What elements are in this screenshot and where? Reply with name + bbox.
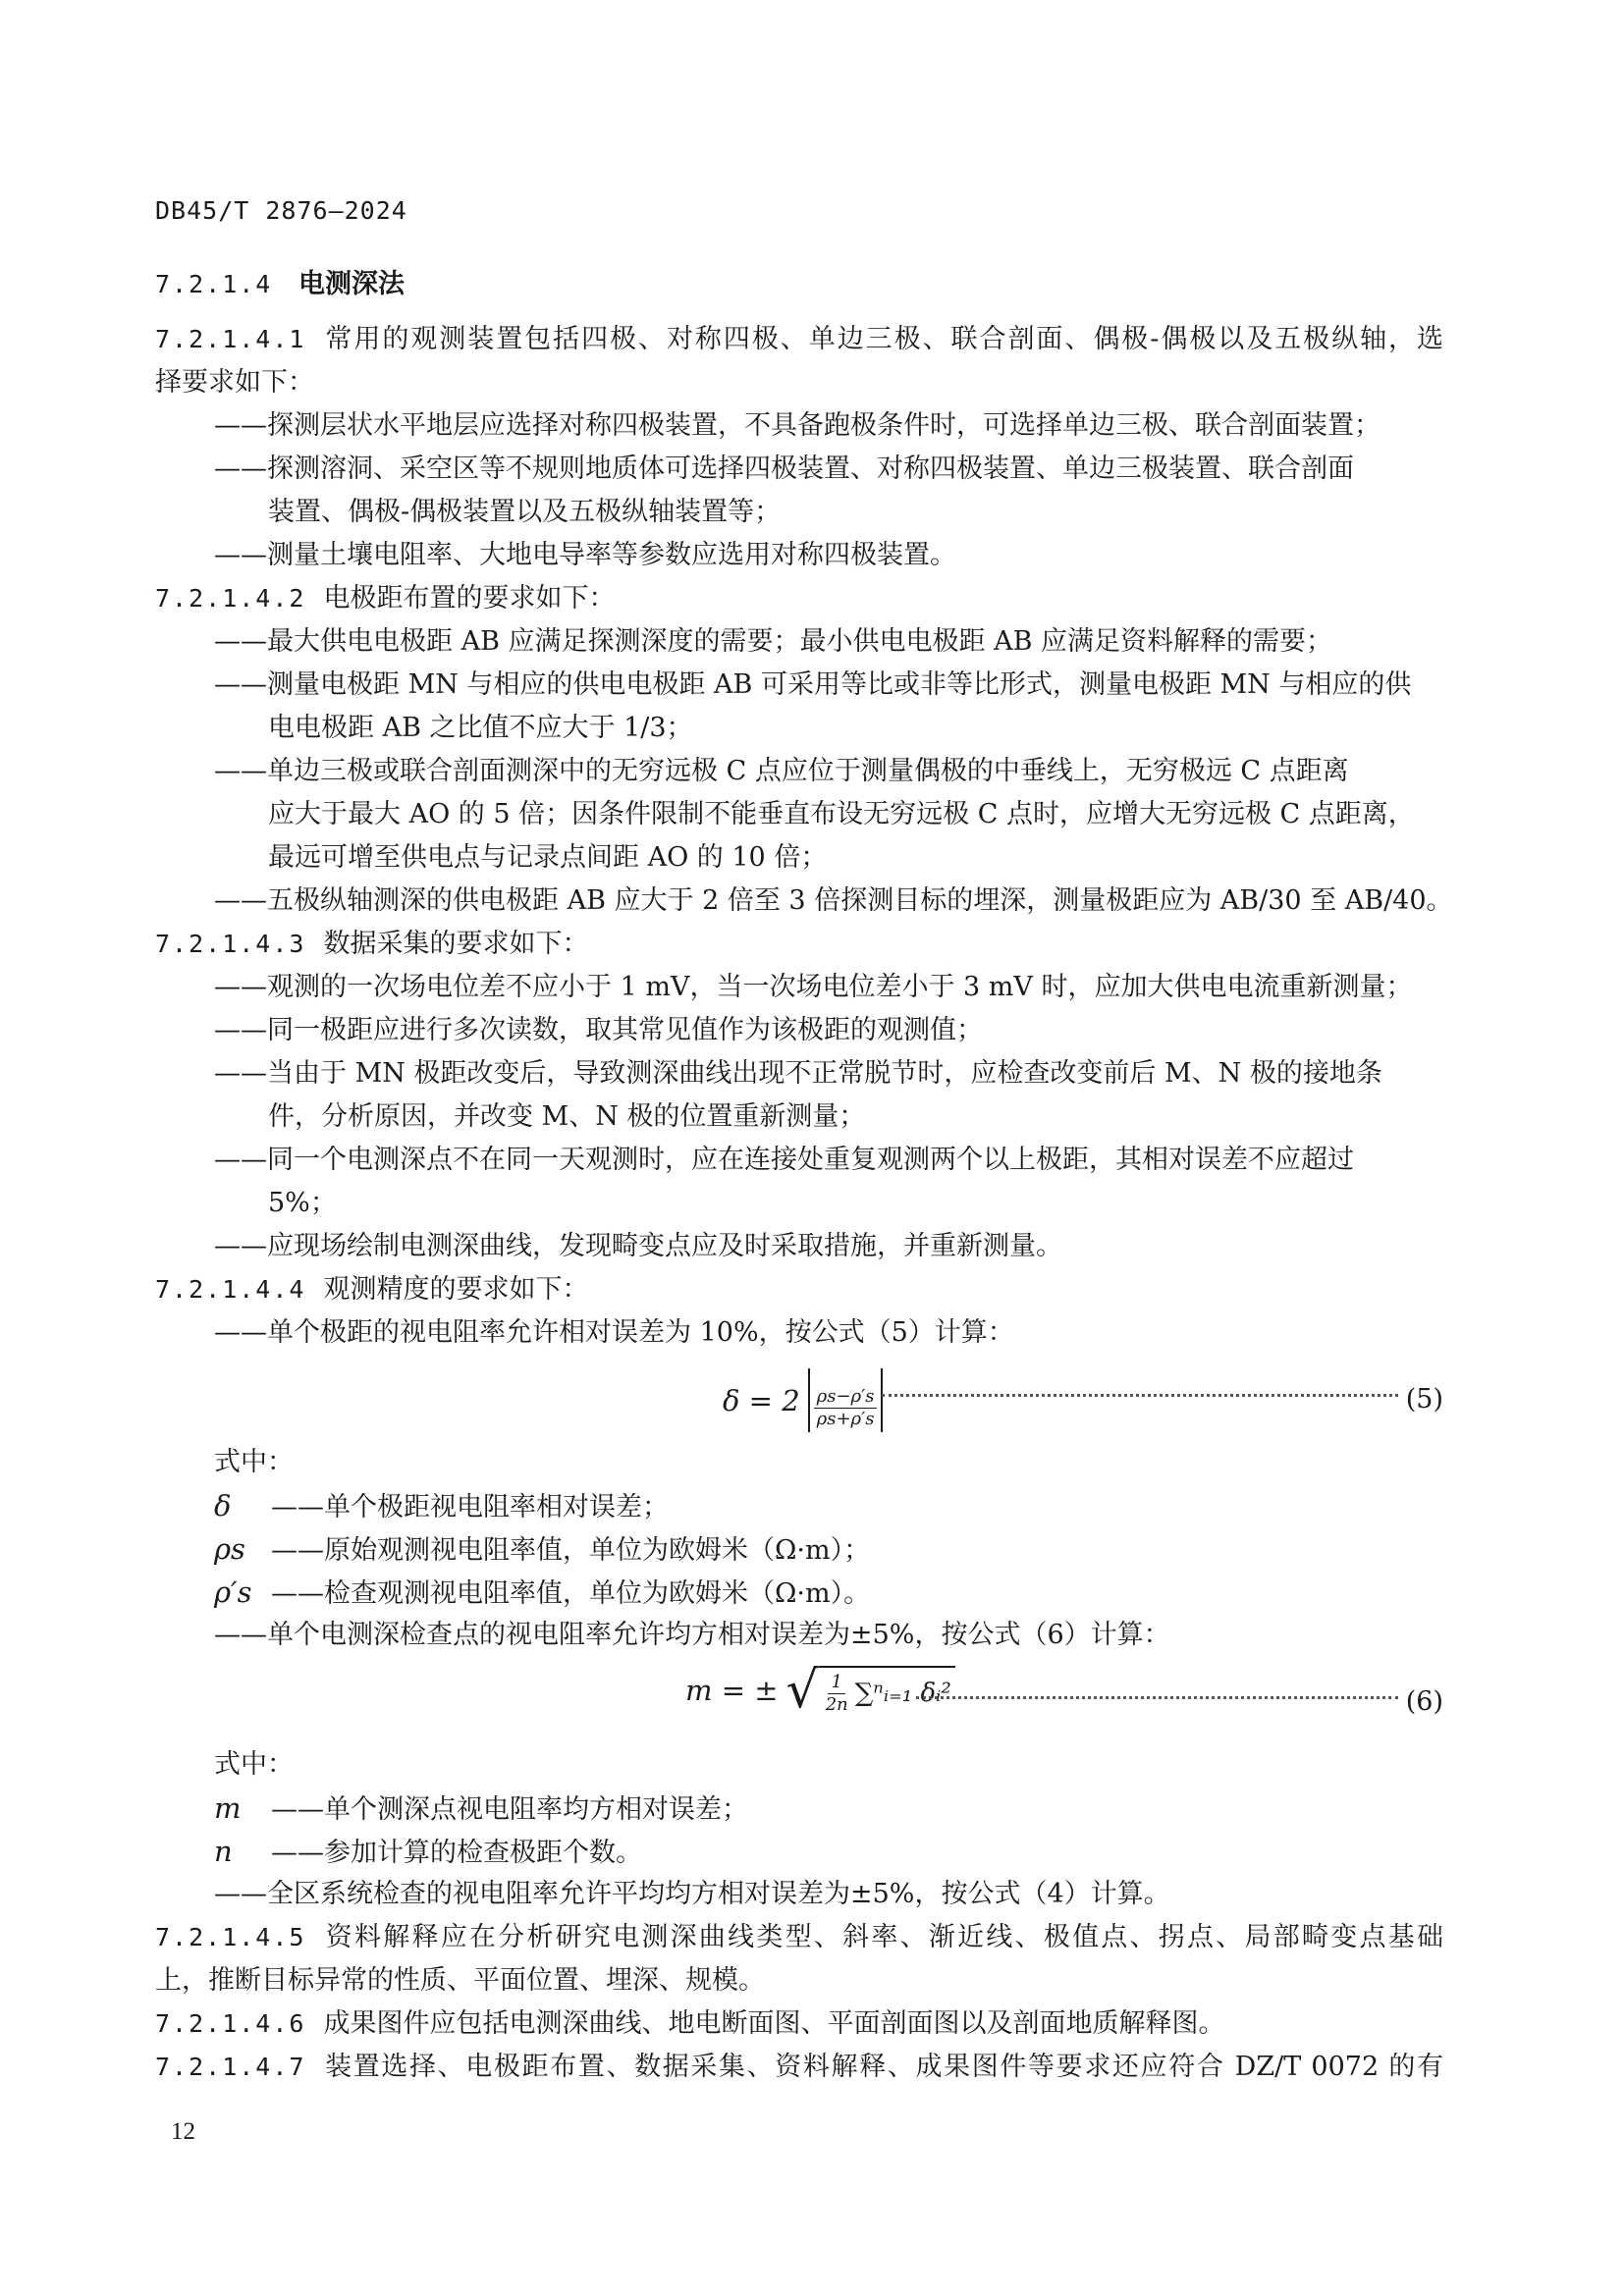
variable-def <box>155 1527 1443 1571</box>
list-item: ——同一极距应进行多次读数，取其常见值作为该极距的观测值； <box>214 1015 983 1045</box>
clause-7-2-1-4-5 <box>155 1916 1443 1959</box>
variable-symbol: m <box>214 1791 242 1825</box>
formula-lhs: m = ± <box>685 1674 779 1707</box>
clause-7-2-1-4-7 <box>155 2046 1443 2089</box>
list-item-cont: 应大于最大 AO 的 5 倍；因条件限制不能垂直布设无穷远极 C 点时，应增大无穷远极 C 点距离， <box>268 799 1415 829</box>
clause-number: 7.2.1.4.1 <box>155 325 306 353</box>
variable-desc: ——单个测深点视电阻率均方相对误差； <box>271 1794 748 1825</box>
list-item-cont: 装置、偶极-偶极装置以及五极纵轴装置等； <box>268 497 782 527</box>
section-title: 电测深法 <box>298 269 405 299</box>
clause-7-2-1-4-3 <box>155 923 1443 966</box>
summation: ∑ⁿᵢ₌₁ δᵢ² <box>854 1679 951 1708</box>
list-item-cont: 最远可增至供电点与记录点间距 AO 的 10 倍； <box>268 842 828 873</box>
fraction <box>814 1386 878 1430</box>
variable-desc: ——参加计算的检查极距个数。 <box>271 1838 642 1868</box>
clause-text-cont: 择要求如下： <box>155 367 314 398</box>
list-item: ——当由于 MN 极距改变后，导致测深曲线出现不正常脱节时，应检查改变前后 M、N 极的接地条 <box>214 1058 1382 1089</box>
radical-sign: √ <box>785 1661 819 1720</box>
document-body <box>155 263 1453 2089</box>
square-root <box>785 1661 955 1720</box>
page-number: 12 <box>171 2118 195 2145</box>
list-item-cont: 电电极距 AB 之比值不应大于 1/3； <box>268 713 693 743</box>
clause-text: 装置选择、电极距布置、数据采集、资料解释、成果图件等要求还应符合 DZ/T 0072 的有 <box>323 2052 1443 2082</box>
dot-leader <box>916 1696 1398 1699</box>
dot-leader <box>882 1394 1398 1397</box>
list-item: ——单个电测深检查点的视电阻率允许均方相对误差为±5%，按公式（6）计算： <box>214 1620 1170 1650</box>
where-label: 式中： <box>214 1447 294 1477</box>
variable-desc: ——单个极距视电阻率相对误差； <box>271 1492 669 1522</box>
fraction-numerator: ρs−ρ′s <box>814 1386 878 1409</box>
variable-symbol: ρ′s <box>214 1575 252 1609</box>
list-item: ——单边三极或联合剖面测深中的无穷远极 C 点应位于测量偶极的中垂线上，无穷极远 C 点距离 <box>214 756 1349 786</box>
formula-lhs: δ = 2 <box>723 1383 800 1417</box>
clause-text: 资料解释应在分析研究电测深曲线类型、斜率、渐近线、极值点、拐点、局部畸变点基础 <box>323 1922 1443 1952</box>
clause-7-2-1-4-1 <box>155 318 1443 361</box>
list-item: ——应现场绘制电测深曲线，发现畸变点应及时采取措施，并重新测量。 <box>214 1231 1062 1261</box>
list-item: ——全区系统检查的视电阻率允许平均均方相对误差为±5%，按公式（4）计算。 <box>214 1879 1170 1909</box>
fraction-denominator: 2n <box>825 1693 848 1715</box>
clause-7-2-1-4-4 <box>155 1268 1443 1311</box>
section-heading <box>155 263 1443 306</box>
fraction <box>823 1672 851 1716</box>
formula-5 <box>155 1355 1443 1441</box>
variable-def <box>155 1787 1443 1830</box>
clause-number: 7.2.1.4.2 <box>155 584 306 613</box>
section-number: 7.2.1.4 <box>155 270 273 298</box>
radicand <box>819 1666 955 1716</box>
clause-text: 电极距布置的要求如下： <box>323 583 616 614</box>
clause-number: 7.2.1.4.6 <box>155 2009 306 2038</box>
abs-value <box>808 1368 884 1432</box>
variable-def <box>155 1830 1443 1873</box>
clause-7-2-1-4-6 <box>155 2002 1443 2046</box>
variable-symbol: n <box>214 1835 233 1868</box>
formula-6 <box>155 1657 1443 1743</box>
list-item-cont: 5%； <box>268 1188 337 1218</box>
clause-text: 成果图件应包括电测深曲线、地电断面图、平面剖面图以及剖面地质解释图。 <box>323 2008 1225 2039</box>
formula-5-expression <box>723 1368 883 1432</box>
formula-6-expression <box>685 1661 955 1720</box>
list-item: ——探测溶洞、采空区等不规则地质体可选择四极装置、对称四极装置、单边三极装置、联合剖面 <box>214 454 1354 484</box>
equation-number: (5) <box>1405 1384 1443 1415</box>
variable-def <box>155 1484 1443 1527</box>
list-item-cont: 件，分析原因，并改变 M、N 极的位置重新测量； <box>268 1101 866 1132</box>
clause-7-2-1-4-2 <box>155 577 1443 620</box>
clause-text: 常用的观测装置包括四极、对称四极、单边三极、联合剖面、偶极-偶极以及五极纵轴，选 <box>323 324 1443 354</box>
clause-number: 7.2.1.4.3 <box>155 930 306 958</box>
list-item: ——观测的一次场电位差不应小于 1 mV，当一次场电位差小于 3 mV 时，应加大供电电流重新测量； <box>214 972 1413 1002</box>
fraction-denominator: ρs+ρ′s <box>816 1409 875 1429</box>
equation-number: (6) <box>1405 1686 1443 1717</box>
list-item: ——最大供电电极距 AB 应满足探测深度的需要；最小供电电极距 AB 应满足资料解释的需要； <box>214 626 1333 657</box>
clause-number: 7.2.1.4.4 <box>155 1275 306 1304</box>
variable-symbol: ρs <box>214 1532 245 1566</box>
where-label: 式中： <box>214 1749 294 1780</box>
list-item: ——探测层状水平地层应选择对称四极装置，不具备跑极条件时，可选择单边三极、联合剖面装置； <box>214 410 1380 441</box>
clause-text: 数据采集的要求如下： <box>323 929 589 959</box>
variable-symbol: δ <box>214 1489 232 1522</box>
fraction-numerator: 1 <box>828 1672 844 1694</box>
list-item: ——同一个电测深点不在同一天观测时，应在连接处重复观测两个以上极距，其相对误差不应超过 <box>214 1145 1354 1175</box>
variable-desc: ——检查观测视电阻率值，单位为欧姆米（Ω·m）。 <box>271 1578 871 1609</box>
clause-text-cont: 上，推断目标异常的性质、平面位置、埋深、规模。 <box>155 1965 765 1996</box>
clause-number: 7.2.1.4.5 <box>155 1923 306 1951</box>
variable-def <box>155 1571 1443 1614</box>
clause-text: 观测精度的要求如下： <box>323 1274 589 1305</box>
clause-number: 7.2.1.4.7 <box>155 2053 306 2081</box>
list-item: ——五极纵轴测深的供电极距 AB 应大于 2 倍至 3 倍探测目标的埋深，测量极距应为 AB/30 至 AB/40。 <box>214 885 1453 916</box>
document-header: DB45/T 2876—2024 <box>155 196 407 225</box>
list-item: ——测量电极距 MN 与相应的供电电极距 AB 可采用等比或非等比形式，测量电极距 MN 与相应的供 <box>214 669 1412 700</box>
variable-desc: ——原始观测视电阻率值，单位为欧姆米（Ω·m）； <box>271 1535 871 1566</box>
list-item: ——测量土壤电阻率、大地电导率等参数应选用对称四极装置。 <box>214 540 956 570</box>
list-item: ——单个极距的视电阻率允许相对误差为 10%，按公式（5）计算： <box>214 1317 1014 1348</box>
